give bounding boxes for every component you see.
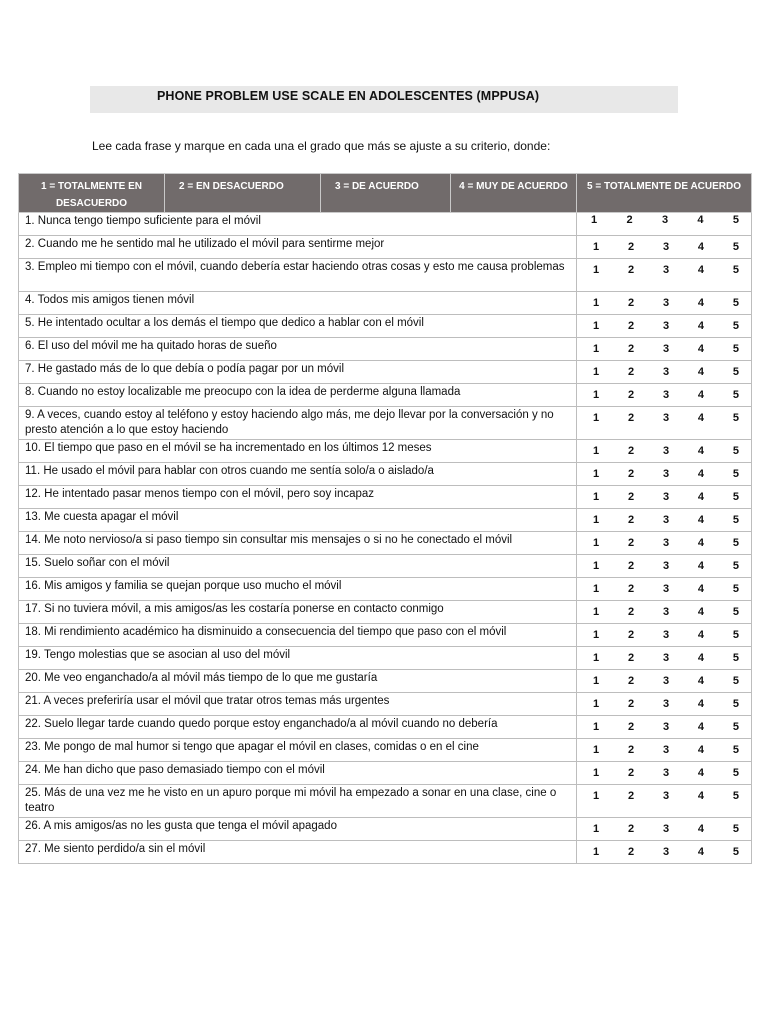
scale-option[interactable]: 1 — [593, 790, 600, 802]
scale-option[interactable]: 2 — [627, 767, 635, 779]
scale-option[interactable]: 3 — [662, 606, 670, 618]
item-row — [19, 670, 752, 693]
item-question — [19, 578, 577, 601]
item-row — [19, 739, 752, 762]
scale-option[interactable]: 4 — [697, 675, 705, 687]
item-row — [19, 578, 752, 601]
item-row — [19, 716, 752, 739]
legend-cell-5: 5 = TOTALMENTE DE ACUERDO — [577, 174, 752, 213]
scale-option[interactable]: 1 — [593, 560, 600, 572]
scale-option[interactable]: 5 — [732, 214, 739, 226]
item-text: 16. Mis amigos y familia se quejan porque uso mucho el móvil — [25, 580, 342, 592]
item-row — [19, 555, 752, 578]
item-row — [19, 624, 752, 647]
scale-option[interactable]: 3 — [662, 675, 670, 687]
scale-option[interactable]: 5 — [732, 537, 739, 549]
item-row — [19, 693, 752, 716]
scale-option[interactable]: 1 — [593, 412, 600, 424]
item-text: 6. El uso del móvil me ha quitado horas de sueño — [25, 340, 277, 352]
scale-option[interactable]: 2 — [627, 343, 635, 355]
scale-option[interactable]: 2 — [627, 744, 635, 756]
scale-option[interactable]: 2 — [627, 412, 635, 424]
scale-option[interactable]: 1 — [593, 343, 600, 355]
item-question — [19, 624, 577, 647]
item-row — [19, 213, 752, 236]
item-text: 22. Suelo llegar tarde cuando quedo porque estoy enganchado/a al móvil cuando no debería — [25, 718, 498, 730]
scale-option[interactable]: 5 — [732, 343, 739, 355]
scale-option[interactable]: 5 — [732, 491, 739, 503]
scale-option[interactable]: 1 — [593, 629, 600, 641]
scale-option[interactable]: 2 — [627, 468, 635, 480]
scale-option[interactable]: 3 — [662, 698, 670, 710]
item-scale — [577, 292, 752, 315]
scale-option[interactable]: 1 — [593, 366, 600, 378]
item-question — [19, 818, 577, 841]
item-scale — [577, 555, 752, 578]
scale-option[interactable]: 3 — [662, 514, 670, 526]
item-question — [19, 315, 577, 338]
scale-option[interactable]: 4 — [697, 767, 705, 779]
scale-option[interactable]: 4 — [697, 389, 705, 401]
item-question — [19, 693, 577, 716]
item-scale — [577, 463, 752, 486]
scale-option[interactable]: 2 — [627, 629, 635, 641]
item-scale — [577, 785, 752, 818]
item-question — [19, 440, 577, 463]
scale-option[interactable]: 1 — [593, 297, 600, 309]
item-question — [19, 601, 577, 624]
scale-option[interactable]: 1 — [591, 214, 598, 226]
item-text: 9. A veces, cuando estoy al teléfono y estoy haciendo algo más, me dejo llevar por la conversación y no presto atención a lo que estoy haciendo — [25, 409, 554, 436]
scale-option[interactable]: 1 — [593, 264, 600, 276]
item-text: 3. Empleo mi tiempo con el móvil, cuando debería estar haciendo otras cosas y esto me causa problemas — [25, 261, 565, 273]
scale-option[interactable]: 3 — [662, 241, 670, 253]
scale-option[interactable]: 3 — [661, 214, 669, 226]
item-question — [19, 338, 577, 361]
item-text: 27. Me siento perdido/a sin el móvil — [25, 843, 206, 855]
scale-option[interactable]: 3 — [662, 846, 670, 858]
item-scale — [577, 315, 752, 338]
scale-option[interactable]: 2 — [627, 652, 635, 664]
item-question — [19, 292, 577, 315]
scale-option[interactable]: 4 — [697, 790, 705, 802]
scale-option[interactable]: 2 — [627, 675, 635, 687]
scale-option[interactable]: 2 — [627, 606, 635, 618]
scale-option[interactable]: 5 — [732, 790, 739, 802]
item-scale — [577, 236, 752, 259]
item-question — [19, 213, 577, 236]
scale-option[interactable]: 4 — [697, 343, 705, 355]
scale-option[interactable]: 4 — [697, 491, 705, 503]
scale-option[interactable]: 2 — [627, 537, 635, 549]
item-row — [19, 407, 752, 440]
scale-option[interactable]: 1 — [593, 537, 600, 549]
item-row — [19, 236, 752, 259]
item-scale — [577, 486, 752, 509]
scale-option[interactable]: 5 — [732, 320, 739, 332]
item-question — [19, 236, 577, 259]
item-text: 10. El tiempo que paso en el móvil se ha incrementado en los últimos 12 meses — [25, 442, 432, 454]
item-row — [19, 647, 752, 670]
item-row — [19, 259, 752, 292]
item-text: 4. Todos mis amigos tienen móvil — [25, 294, 195, 306]
item-text: 11. He usado el móvil para hablar con otros cuando me sentía solo/a o aislado/a — [25, 465, 434, 477]
scale-option[interactable]: 1 — [593, 583, 600, 595]
scale-option[interactable]: 5 — [732, 412, 739, 424]
scale-option[interactable]: 5 — [732, 721, 739, 733]
item-text: 19. Tengo molestias que se asocian al uso del móvil — [25, 649, 291, 661]
item-question — [19, 785, 577, 818]
scale-option[interactable]: 3 — [662, 366, 670, 378]
scale-option[interactable]: 2 — [627, 560, 635, 572]
questionnaire-table — [18, 173, 752, 864]
scale-option[interactable]: 1 — [593, 823, 600, 835]
scale-option[interactable]: 2 — [627, 297, 635, 309]
item-text: 18. Mi rendimiento académico ha disminuido a consecuencia del tiempo que paso con el móvil — [25, 626, 507, 638]
item-question — [19, 762, 577, 785]
item-row — [19, 785, 752, 818]
item-row — [19, 463, 752, 486]
scale-option[interactable]: 4 — [697, 721, 705, 733]
scale-option[interactable]: 2 — [627, 698, 635, 710]
scale-option[interactable]: 5 — [732, 560, 739, 572]
scale-option[interactable]: 4 — [697, 698, 705, 710]
scale-option[interactable]: 1 — [593, 744, 600, 756]
item-text: 25. Más de una vez me he visto en un apuro porque mi móvil ha empezado a sonar en una clase, cine o teatro — [25, 787, 557, 814]
item-text: 17. Si no tuviera móvil, a mis amigos/as les costaría ponerse en contacto conmigo — [25, 603, 444, 615]
scale-option[interactable]: 5 — [732, 698, 739, 710]
item-row — [19, 440, 752, 463]
scale-option[interactable]: 5 — [732, 514, 739, 526]
legend-cell-4: 4 = MUY DE ACUERDO — [451, 174, 577, 213]
scale-option[interactable]: 4 — [697, 514, 705, 526]
item-question — [19, 463, 577, 486]
item-text: 20. Me veo enganchado/a al móvil más tiempo de lo que me gustaría — [25, 672, 378, 684]
item-row — [19, 841, 752, 864]
scale-option[interactable]: 4 — [697, 846, 705, 858]
item-row — [19, 509, 752, 532]
scale-option[interactable]: 2 — [627, 790, 635, 802]
scale-option[interactable]: 1 — [593, 606, 600, 618]
scale-option[interactable]: 2 — [627, 445, 635, 457]
scale-option[interactable]: 3 — [662, 744, 670, 756]
item-question — [19, 647, 577, 670]
item-text: 21. A veces preferiría usar el móvil que tratar otros temas más urgentes — [25, 695, 390, 707]
scale-option[interactable]: 3 — [662, 445, 670, 457]
scale-option[interactable]: 4 — [697, 214, 704, 226]
scale-option[interactable]: 4 — [697, 537, 705, 549]
item-row — [19, 601, 752, 624]
scale-option[interactable]: 5 — [732, 583, 739, 595]
scale-option[interactable]: 1 — [593, 721, 600, 733]
scale-option[interactable]: 3 — [662, 583, 670, 595]
scale-option[interactable]: 1 — [593, 514, 600, 526]
item-scale — [577, 213, 752, 236]
item-scale — [577, 693, 752, 716]
scale-option[interactable]: 2 — [627, 241, 635, 253]
item-row — [19, 315, 752, 338]
scale-option[interactable]: 1 — [593, 389, 600, 401]
scale-option[interactable]: 5 — [732, 297, 739, 309]
scale-option[interactable]: 5 — [732, 264, 739, 276]
scale-option[interactable]: 1 — [593, 320, 600, 332]
scale-option[interactable]: 4 — [697, 366, 705, 378]
item-text: 13. Me cuesta apagar el móvil — [25, 511, 179, 523]
scale-option[interactable]: 4 — [697, 583, 705, 595]
legend-cell-1: 1 = TOTALMENTE EN DESACUERDO — [19, 174, 165, 213]
scale-option[interactable]: 1 — [593, 491, 600, 503]
legend-cell-2: 2 = EN DESACUERDO — [165, 174, 321, 213]
item-scale — [577, 762, 752, 785]
scale-option[interactable]: 1 — [593, 468, 600, 480]
scale-option[interactable]: 5 — [732, 744, 739, 756]
item-scale — [577, 407, 752, 440]
scale-option[interactable]: 4 — [697, 297, 705, 309]
scale-option[interactable]: 2 — [627, 846, 635, 858]
scale-option[interactable]: 2 — [627, 514, 635, 526]
item-text: 1. Nunca tengo tiempo suficiente para el móvil — [25, 215, 261, 227]
item-scale — [577, 624, 752, 647]
item-row — [19, 361, 752, 384]
item-question — [19, 716, 577, 739]
scale-option[interactable]: 3 — [662, 264, 670, 276]
item-question — [19, 532, 577, 555]
item-text: 7. He gastado más de lo que debía o podía pagar por un móvil — [25, 363, 345, 375]
scale-option[interactable]: 5 — [732, 767, 739, 779]
item-scale — [577, 818, 752, 841]
item-question — [19, 486, 577, 509]
scale-option[interactable]: 3 — [662, 537, 670, 549]
item-question — [19, 361, 577, 384]
scale-option[interactable]: 2 — [626, 214, 633, 226]
item-question — [19, 670, 577, 693]
scale-option[interactable]: 1 — [593, 698, 600, 710]
item-scale — [577, 578, 752, 601]
scale-option[interactable]: 1 — [593, 241, 600, 253]
item-question — [19, 509, 577, 532]
items-body — [19, 213, 752, 864]
scale-option[interactable]: 1 — [593, 445, 600, 457]
item-scale — [577, 532, 752, 555]
scale-option[interactable]: 3 — [662, 767, 670, 779]
scale-option[interactable]: 3 — [662, 468, 670, 480]
scale-option[interactable]: 1 — [593, 767, 600, 779]
scale-option[interactable]: 2 — [627, 366, 635, 378]
item-question — [19, 259, 577, 292]
item-question — [19, 407, 577, 440]
item-question — [19, 739, 577, 762]
scale-option[interactable]: 1 — [593, 846, 600, 858]
item-row — [19, 818, 752, 841]
scale-option[interactable]: 2 — [627, 264, 635, 276]
scale-option[interactable]: 5 — [732, 445, 739, 457]
item-scale — [577, 841, 752, 864]
item-row — [19, 532, 752, 555]
page-title: PHONE PROBLEM USE SCALE EN ADOLESCENTES (MPPUSA) — [157, 89, 540, 103]
scale-option[interactable]: 3 — [662, 343, 670, 355]
item-scale — [577, 739, 752, 762]
scale-option[interactable]: 2 — [627, 823, 635, 835]
scale-option[interactable]: 5 — [732, 652, 739, 664]
scale-option[interactable]: 2 — [627, 389, 635, 401]
scale-option[interactable]: 4 — [697, 560, 705, 572]
scale-option[interactable]: 5 — [732, 241, 739, 253]
item-text: 26. A mis amigos/as no les gusta que tenga el móvil apagado — [25, 820, 337, 832]
scale-option[interactable]: 5 — [732, 846, 739, 858]
scale-option[interactable]: 5 — [732, 389, 739, 401]
item-question — [19, 841, 577, 864]
item-scale — [577, 338, 752, 361]
legend-cell-3: 3 = DE ACUERDO — [321, 174, 451, 213]
item-scale — [577, 670, 752, 693]
scale-option[interactable]: 4 — [697, 412, 705, 424]
scale-option[interactable]: 4 — [697, 468, 705, 480]
item-text: 23. Me pongo de mal humor si tengo que apagar el móvil en clases, comidas o en el cine — [25, 741, 479, 753]
scale-option[interactable]: 5 — [732, 468, 739, 480]
scale-option[interactable]: 4 — [697, 320, 705, 332]
scale-option[interactable]: 3 — [662, 790, 670, 802]
scale-option[interactable]: 2 — [627, 583, 635, 595]
scale-option[interactable]: 3 — [662, 721, 670, 733]
scale-option[interactable]: 3 — [662, 491, 670, 503]
scale-option[interactable]: 2 — [627, 491, 635, 503]
scale-option[interactable]: 4 — [697, 629, 705, 641]
item-row — [19, 338, 752, 361]
scale-option[interactable]: 3 — [662, 320, 670, 332]
item-row — [19, 762, 752, 785]
scale-option[interactable]: 1 — [593, 675, 600, 687]
scale-option[interactable]: 2 — [627, 721, 635, 733]
item-scale — [577, 647, 752, 670]
scale-option[interactable]: 4 — [697, 264, 705, 276]
scale-option[interactable]: 4 — [697, 823, 705, 835]
scale-option[interactable]: 1 — [593, 652, 600, 664]
scale-option[interactable]: 3 — [662, 412, 670, 424]
item-row — [19, 486, 752, 509]
scale-option[interactable]: 3 — [662, 652, 670, 664]
item-text: 15. Suelo soñar con el móvil — [25, 557, 170, 569]
item-scale — [577, 361, 752, 384]
scale-option[interactable]: 3 — [662, 560, 670, 572]
scale-option[interactable]: 5 — [732, 629, 739, 641]
item-scale — [577, 601, 752, 624]
item-scale — [577, 440, 752, 463]
legend-row — [19, 174, 752, 213]
scale-option[interactable]: 3 — [662, 823, 670, 835]
scale-option[interactable]: 5 — [732, 675, 739, 687]
scale-option[interactable]: 3 — [662, 297, 670, 309]
item-scale — [577, 716, 752, 739]
instructions-text: Lee cada frase y marque en cada una el grado que más se ajuste a su criterio, donde: — [92, 139, 551, 153]
scale-option[interactable]: 4 — [697, 241, 705, 253]
scale-option[interactable]: 4 — [697, 445, 705, 457]
item-scale — [577, 384, 752, 407]
scale-option[interactable]: 3 — [662, 389, 670, 401]
scale-option[interactable]: 5 — [732, 366, 739, 378]
scale-option[interactable]: 4 — [697, 744, 705, 756]
item-row — [19, 292, 752, 315]
item-text: 8. Cuando no estoy localizable me preocupo con la idea de perderme alguna llamada — [25, 386, 461, 398]
item-text: 5. He intentado ocultar a los demás el tiempo que dedico a hablar con el móvil — [25, 317, 424, 329]
scale-option[interactable]: 5 — [732, 823, 739, 835]
scale-option[interactable]: 3 — [662, 629, 670, 641]
item-scale — [577, 509, 752, 532]
scale-option[interactable]: 2 — [627, 320, 635, 332]
item-scale — [577, 259, 752, 292]
item-text: 12. He intentado pasar menos tiempo con el móvil, pero soy incapaz — [25, 488, 375, 500]
item-row — [19, 384, 752, 407]
scale-option[interactable]: 5 — [732, 606, 739, 618]
item-question — [19, 384, 577, 407]
item-text: 2. Cuando me he sentido mal he utilizado el móvil para sentirme mejor — [25, 238, 385, 250]
item-text: 24. Me han dicho que paso demasiado tiempo con el móvil — [25, 764, 325, 776]
scale-option[interactable]: 4 — [697, 606, 705, 618]
item-question — [19, 555, 577, 578]
item-text: 14. Me noto nervioso/a si paso tiempo sin consultar mis mensajes o si no he conectado el móvil — [25, 534, 513, 546]
scale-option[interactable]: 4 — [697, 652, 705, 664]
